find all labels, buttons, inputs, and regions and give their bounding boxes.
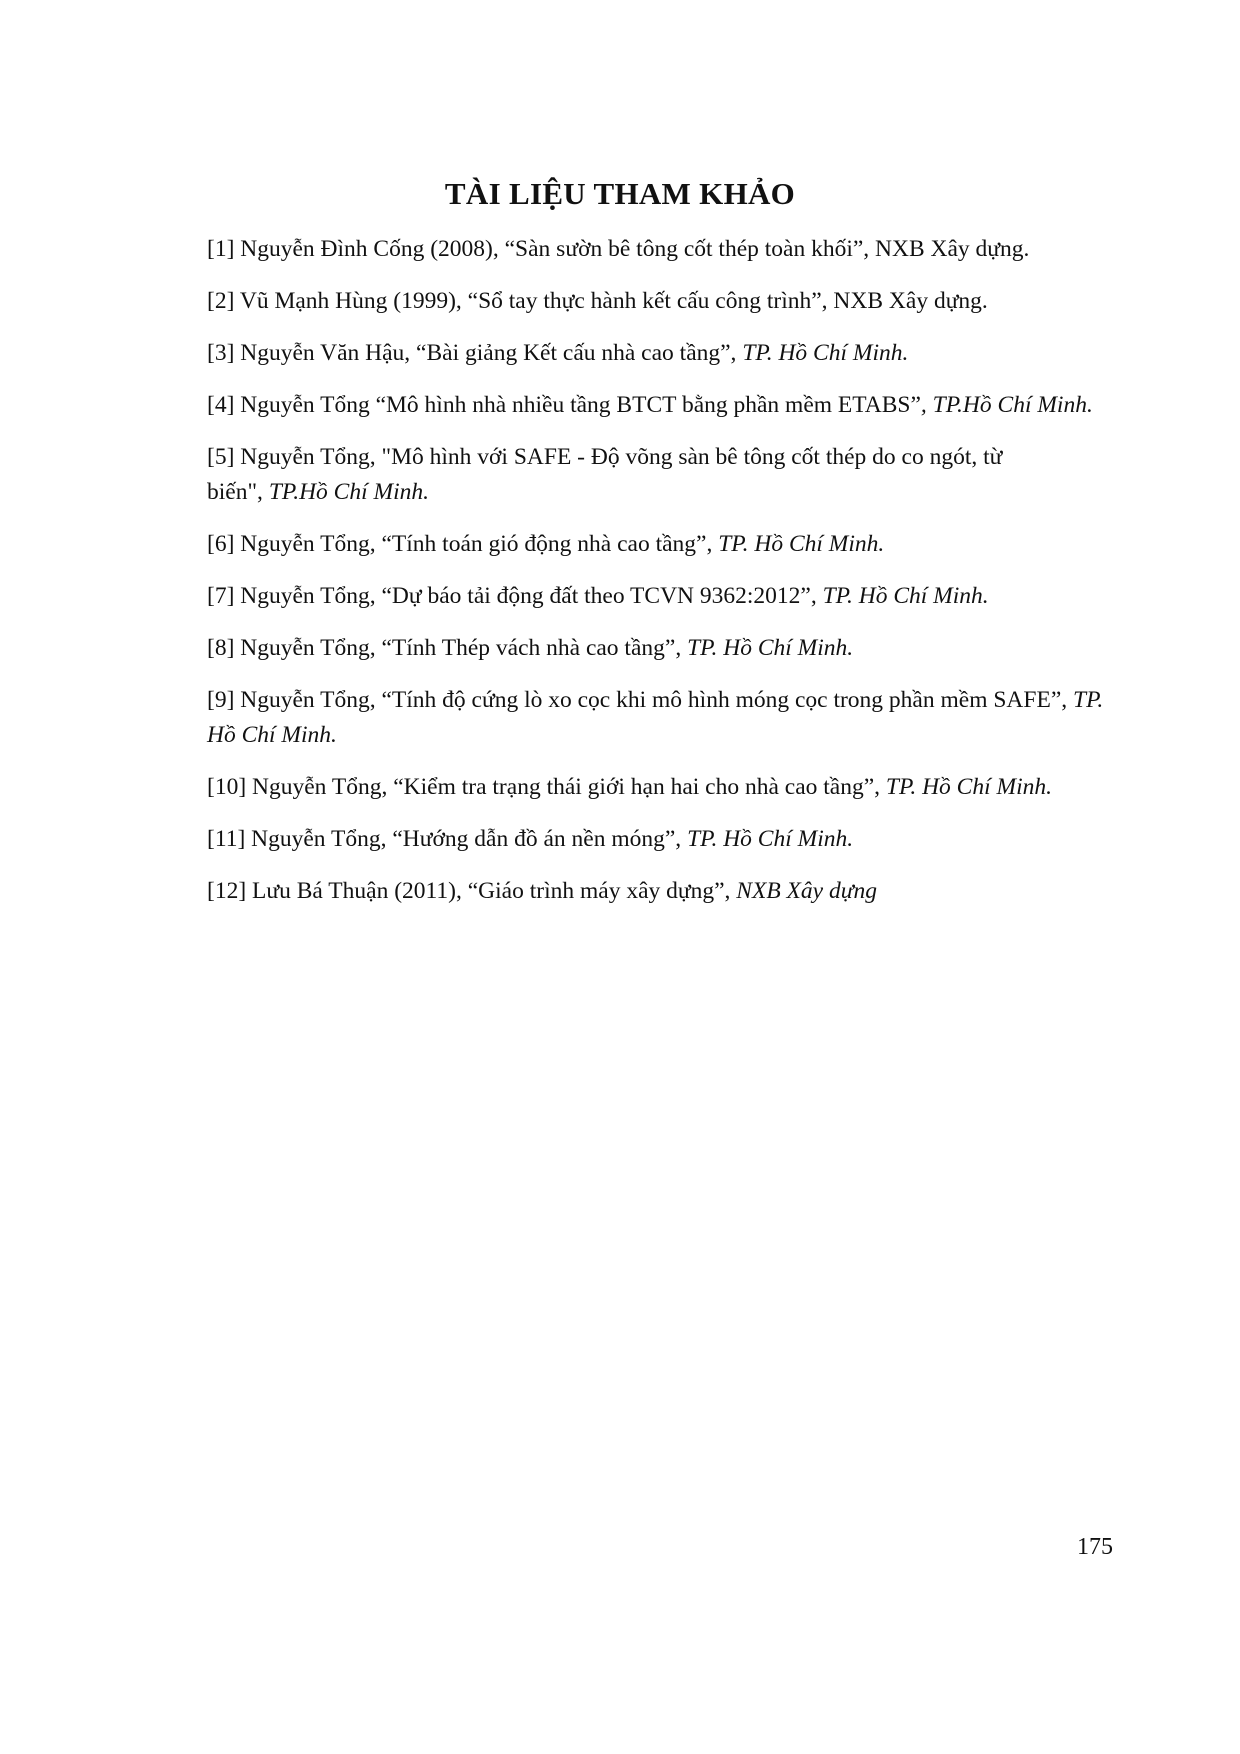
reference-text: [12] Lưu Bá Thuận (2011), “Giáo trình máy xây dựng”, [207,878,737,904]
reference-place: TP. Hồ Chí Minh. [885,774,1052,800]
reference-place: TP. Hồ Chí Minh. [718,531,885,557]
reference-text: [2] Vũ Mạnh Hùng (1999), “Sổ tay thực hành kết cấu công trình”, NXB Xây dựng. [207,288,988,314]
reference-text: [6] Nguyễn Tổng, “Tính toán gió động nhà cao tầng”, [207,531,719,557]
reference-place: , TP.Hồ Chí Minh. [920,392,1093,418]
reference-item [207,631,1122,666]
reference-text: [9] Nguyễn Tổng, “Tính độ cứng lò xo cọc khi mô hình móng cọc trong phần mềm SAFE”, [207,687,1074,713]
reference-text: [3] Nguyễn Văn Hậu, “Bài giảng Kết cấu nhà cao tầng”, [207,340,743,366]
reference-place: TP. Hồ Chí Minh. [207,687,1104,748]
reference-text: [11] Nguyễn Tổng, “Hướng dẫn đồ án nền móng”, [207,826,688,852]
reference-item [207,440,1122,510]
reference-item [207,527,1122,562]
reference-place: TP.Hồ Chí Minh. [268,479,429,505]
reference-item [207,874,1122,909]
reference-item [207,336,1122,371]
reference-item [207,284,1122,319]
reference-item [207,579,1122,614]
reference-place: TP. Hồ Chí Minh. [742,340,909,366]
reference-place: TP. Hồ Chí Minh. [822,583,989,609]
page-title: TÀI LIỆU THAM KHẢO [444,176,796,211]
reference-item [207,388,1122,423]
reference-item [207,683,1122,753]
reference-list [207,232,1122,926]
page-number: 175 [1077,1534,1113,1560]
reference-text-continued: biến", [207,479,269,505]
reference-text: [10] Nguyễn Tổng, “Kiểm tra trạng thái giới hạn hai cho nhà cao tầng”, [207,774,886,800]
reference-text: [8] Nguyễn Tổng, “Tính Thép vách nhà cao tầng”, [207,635,688,661]
reference-place: TP. Hồ Chí Minh. [687,635,854,661]
reference-place: NXB Xây dựng [736,878,878,904]
reference-item [207,232,1122,267]
reference-item [207,770,1122,805]
reference-text: [7] Nguyễn Tổng, “Dự báo tải động đất theo TCVN 9362:2012”, [207,583,823,609]
reference-item [207,822,1122,857]
reference-text: [1] Nguyễn Đình Cống (2008), “Sàn sườn bê tông cốt thép toàn khối”, NXB Xây dựng. [207,236,1030,262]
reference-text: [5] Nguyễn Tổng, "Mô hình với SAFE - Độ võng sàn bê tông cốt thép do co ngót, từ [207,444,1003,470]
reference-text: [4] Nguyễn Tổng “Mô hình nhà nhiều tầng BTCT bằng phần mềm ETABS” [207,392,921,418]
reference-place: TP. Hồ Chí Minh. [687,826,854,852]
